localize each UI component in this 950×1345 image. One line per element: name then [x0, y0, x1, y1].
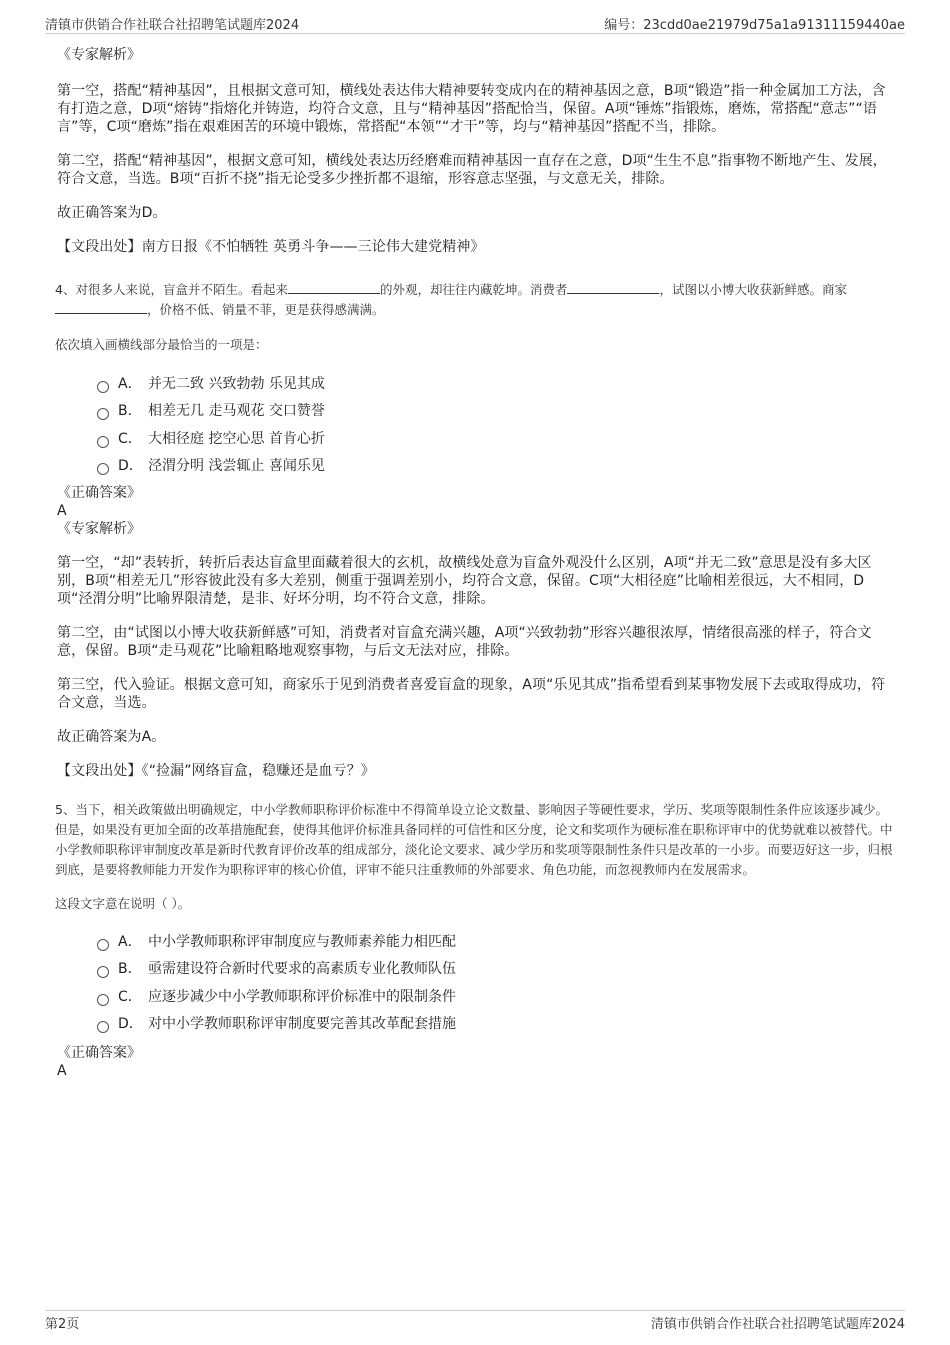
- analysis-q3-p1: 第一空，搭配“精神基因”，且根据文意可知，横线处表达伟大精神要转变成内在的精神基因之意，B项“锻造”指一种金属加工方法，含有打造之意，D项“熔铸”指熔化并铸造，均符合文意，且与“精神基因”搭配恰当，保留。A项“锤炼”指锻炼，磨炼，常搭配“意志”“语言”等，C项“磨炼”指在艰难困苦的环境中锻炼，常搭配“本领”“才干”等，均与“精神基因”搭配不当，排除。: [57, 83, 886, 135]
- question-4-stem: [55, 280, 897, 320]
- document-body: [57, 44, 897, 1080]
- question-5-stem: 5、当下，相关政策做出明确规定，中小学教师职称评价标准中不得简单设立论文数量、影响因子等硬性要求，学历、奖项等限制性条件应该逐步减少。但是，如果没有更加全面的改革措施配套，使得其他评价标准具备同样的可信性和区分度，论文和奖项作为硬标准在职称评审中的优势就难以被替代。中小学教师职称评审制度改革是新时代教育评价改革的组成部分，淡化论文要求、减少学历和奖项等限制性条件只是改革的一小步。而要迈好这一步，归根到底，是要将教师能力开发作为职称评审的核心价值，评审不能只注重教师的外部要求、角色功能，而忽视教师内在发展需求。: [55, 802, 893, 877]
- footer-title: 清镇市供销合作社联合社招聘笔试题库2024: [650, 1317, 905, 1332]
- q5-option-b[interactable]: B． 亟需建设符合新时代要求的高素质专业化教师队伍: [97, 956, 897, 984]
- radio-icon[interactable]: [97, 966, 109, 978]
- q4-text-b: 的外观，却往往内藏乾坤。消费者: [379, 282, 568, 297]
- answer-q5: A: [57, 1063, 67, 1079]
- q5-option-d[interactable]: D． 对中小学教师职称评审制度要完善其改革配套措施: [97, 1011, 897, 1039]
- question-4-prompt: 依次填入画横线部分最恰当的一项是：: [55, 337, 268, 352]
- radio-icon[interactable]: [97, 408, 109, 420]
- analysis-q3-p2: 第二空，搭配“精神基因”，根据文意可知，横线处表达历经磨难而精神基因一直存在之意，D项“生生不息”指事物不断地产生、发展，符合文意，当选。B项“百折不挠”指无论受多少挫折都不退缩，形容意志坚强，与文意无关，排除。: [57, 153, 887, 187]
- analysis-label-q3: 《专家解析》: [57, 47, 141, 63]
- question-4-options: [57, 370, 897, 480]
- footer-page-number: 第2页: [45, 1317, 80, 1332]
- q4-option-d[interactable]: D． 泾渭分明 浅尝辄止 喜闻乐见: [97, 453, 897, 481]
- question-5-prompt: 这段文字意在说明（ ）。: [55, 896, 191, 911]
- header-serial: 编号：23cdd0ae21979d75a1a91311159440ae: [604, 18, 905, 33]
- q4-text-c: ，试图以小博大收获新鲜感。商家: [659, 282, 847, 297]
- q4-blank-3: [55, 301, 147, 314]
- answer-label-q4: 《正确答案》: [57, 485, 141, 501]
- radio-icon[interactable]: [97, 939, 109, 951]
- q5-option-c[interactable]: C． 应逐步减少中小学教师职称评价标准中的限制条件: [97, 983, 897, 1011]
- analysis-q4-p4: 故正确答案为A。: [57, 729, 166, 745]
- radio-icon[interactable]: [97, 1021, 109, 1033]
- header-title: 清镇市供销合作社联合社招聘笔试题库2024: [45, 18, 300, 33]
- analysis-q4-p3: 第三空，代入验证。根据文意可知，商家乐于见到消费者喜爱盲盒的现象，A项“乐见其成”指希望看到某事物发展下去或取得成功，符合文意，当选。: [57, 677, 886, 711]
- q4-text-d: ，价格不低、销量不菲，更是获得感满满。: [147, 302, 385, 317]
- page-header: [45, 14, 905, 34]
- q5-option-a[interactable]: A． 中小学教师职称评审制度应与教师素养能力相匹配: [97, 928, 897, 956]
- q4-option-a[interactable]: A． 并无二致 兴致勃勃 乐见其成: [97, 370, 897, 398]
- footer-divider: [45, 1310, 905, 1311]
- analysis-q3-p3: 故正确答案为D。: [57, 205, 167, 221]
- source-q4: 【文段出处】《“捡漏”网络盲盒，稳赚还是血亏？》: [57, 763, 375, 779]
- q4-option-b[interactable]: B． 相差无几 走马观花 交口赞誉: [97, 398, 897, 426]
- answer-label-q5: 《正确答案》: [57, 1045, 141, 1061]
- analysis-q4-p2: 第二空，由“试图以小博大收获新鲜感”可知，消费者对盲盒充满兴趣，A项“兴致勃勃”形容兴趣很浓厚，情绪很高涨的样子，符合文意，保留。B项“走马观花”比喻粗略地观察事物，与后文无法对应，排除。: [57, 625, 872, 659]
- source-q3: 【文段出处】南方日报《不怕牺牲 英勇斗争——三论伟大建党精神》: [57, 239, 485, 255]
- header-divider: [45, 33, 905, 34]
- q4-option-c[interactable]: C． 大相径庭 挖空心思 首肯心折: [97, 425, 897, 453]
- radio-icon[interactable]: [97, 463, 109, 475]
- question-5-options: [57, 928, 897, 1038]
- analysis-label-q4: 《专家解析》: [57, 521, 141, 537]
- q4-blank-2: [567, 281, 659, 294]
- q4-text-a: 4、对很多人来说，盲盒并不陌生。看起来: [55, 282, 288, 297]
- q4-blank-1: [288, 281, 380, 294]
- radio-icon[interactable]: [97, 381, 109, 393]
- answer-q4: A: [57, 503, 67, 519]
- page-footer: [45, 1313, 905, 1333]
- analysis-q4-p1: 第一空，“却”表转折，转折后表达盲盒里面藏着很大的玄机，故横线处意为盲盒外观没什么区别，A项“并无二致”意思是没有多大区别，B项“相差无几”形容彼此没有多大差别，侧重于强调差别小，均符合文意，保留。C项“大相径庭”比喻相差很远，大不相同，D项“泾渭分明”比喻界限清楚，是非、好坏分明，均不符合文意，排除。: [57, 555, 872, 607]
- radio-icon[interactable]: [97, 436, 109, 448]
- radio-icon[interactable]: [97, 994, 109, 1006]
